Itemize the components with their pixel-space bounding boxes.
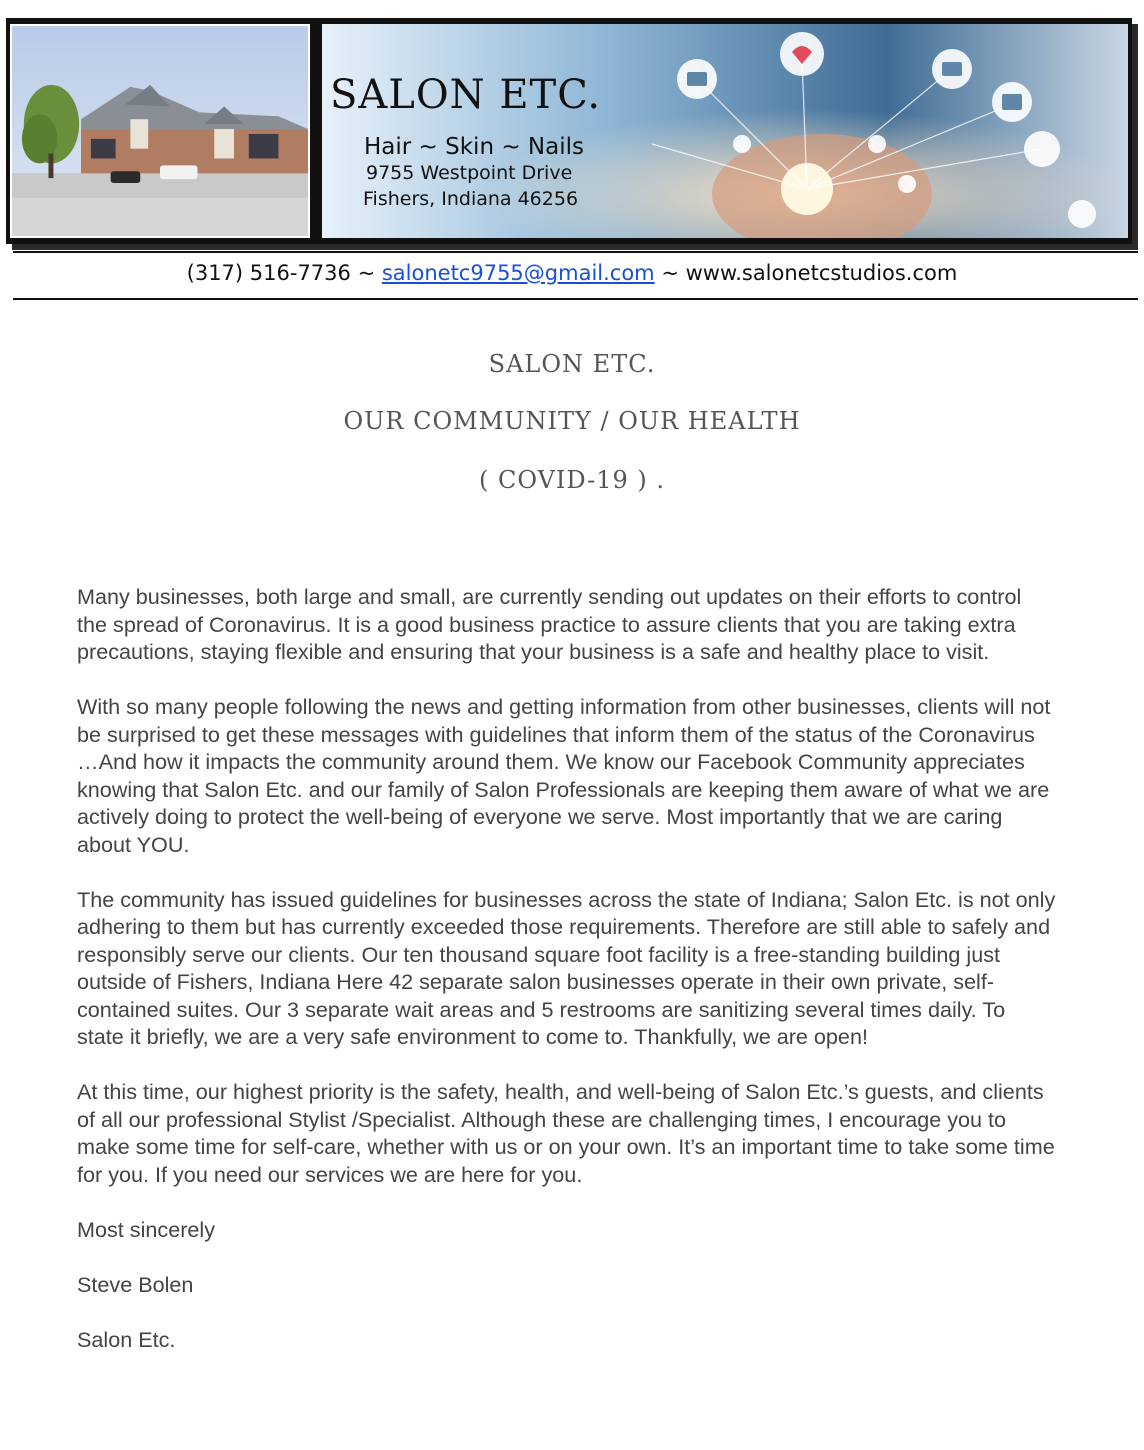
signature-company: Salon Etc. xyxy=(77,1326,176,1352)
brand-tagline: Hair ~ Skin ~ Nails xyxy=(364,134,584,160)
building-image xyxy=(12,26,308,236)
brand-title: SALON ETC. xyxy=(330,72,602,118)
email-link[interactable]: salonetc9755@gmail.com xyxy=(381,261,655,285)
letter-body xyxy=(77,583,1057,1381)
top-divider xyxy=(13,251,1138,253)
heading-salon-name: SALON ETC. xyxy=(488,350,656,378)
paragraph-community: With so many people following the news and getting information from other businesses, clients will not be surprised to get these messages with guidelines that inform them of the status of the Coronavirus …And how it impacts the community around them. We know our Facebook Community appreciates knowing that Salon Etc. and our family of Salon Professionals are keeping them aware of what we are actively doing to protect the well-being of everyone we serve. Most importantly that we are caring about YOU. xyxy=(77,694,1051,857)
address-line-2: Fishers, Indiana 46256 xyxy=(363,188,579,210)
contact-line xyxy=(0,261,1144,285)
paragraph-guidelines: The community has issued guidelines for businesses across the state of Indiana; Salon Etc. is not only adhering to them but has currently exceeded those requirements. Therefore are still able to safely and responsibly serve our clients. Our ten thousand square foot facility is a free-standing building just outside of Fishers, Indiana Here 42 separate salon businesses operate in their own private, self-contained suites. Our 3 separate wait areas and 5 restrooms are sanitizing several times daily. To state it briefly, we are a very safe environment to come to. Thankfully, we are open! xyxy=(77,886,1056,1049)
contact-divider xyxy=(13,298,1138,300)
building-photo xyxy=(10,24,310,238)
heading-covid: ( COVID-19 ) . xyxy=(478,466,665,494)
address-line-1: 9755 Westpoint Drive xyxy=(366,162,573,184)
phone-number: (317) 516-7736 ~ xyxy=(186,261,382,285)
paragraph-priority: At this time, our highest priority is the safety, health, and well-being of Salon Etc.’s guests, and clients of all our professional Stylist /Specialist. Although these are challenging times, I encourage you to make some time for self-care, whether with us or on your own. It’s an important time to take some time for you. If you need our services we are here for you. xyxy=(77,1079,1055,1187)
signature-name: Steve Bolen xyxy=(77,1271,194,1297)
paragraph-intro: Many businesses, both large and small, are currently sending out updates on their efforts to control the spread of Coronavirus. It is a good business practice to assure clients that you are taking extra precautions, staying flexible and ensuring that your business is a safe and healthy place to visit. xyxy=(77,584,1022,664)
heading-community-health: OUR COMMUNITY / OUR HEALTH xyxy=(343,407,801,435)
website-text: ~ www.salonetcstudios.com xyxy=(661,261,958,285)
closing-salutation: Most sincerely xyxy=(77,1216,215,1242)
